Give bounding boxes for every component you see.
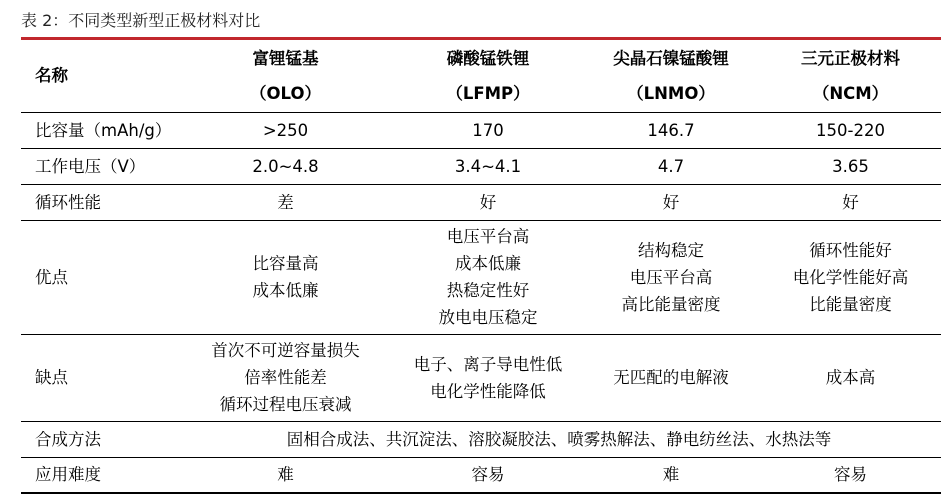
cell-value: 好 xyxy=(760,184,941,220)
cell-value: 3.4~4.1 xyxy=(394,148,582,184)
cell-line: 循环过程电压衰减 xyxy=(219,395,352,414)
header-col-ncm: 三元正极材料 xyxy=(801,48,900,68)
cell-value: 4.7 xyxy=(582,148,760,184)
cell-value: 好 xyxy=(394,184,582,220)
cell-line: 无匹配的电解液 xyxy=(613,368,729,387)
cell-value: 容易 xyxy=(760,457,941,493)
cell-disadvantages-lnmo xyxy=(582,334,760,421)
header-row-names xyxy=(21,40,941,76)
row-disadvantages xyxy=(21,334,941,421)
cell-line: 电化学性能降低 xyxy=(430,381,546,401)
row-voltage xyxy=(21,148,941,184)
cell-advantages-olo xyxy=(177,220,394,334)
cell-line: 结构稳定 xyxy=(638,240,704,260)
cell-line: 热稳定性好 xyxy=(446,281,530,300)
header-abbr-olo: （OLO） xyxy=(177,76,394,112)
row-label: 循环性能 xyxy=(21,184,177,220)
cathode-comparison-table xyxy=(21,40,941,494)
cell-line: 电压平台高 xyxy=(446,227,530,246)
cell-value: 170 xyxy=(394,112,582,148)
row-capacity xyxy=(21,112,941,148)
row-label: 合成方法 xyxy=(21,421,177,457)
cell-line: 成本低廉 xyxy=(252,281,319,300)
row-cycle xyxy=(21,184,941,220)
cell-value: 150-220 xyxy=(760,112,941,148)
cell-line: 电子、离子导电性低 xyxy=(413,354,563,374)
row-advantages xyxy=(21,220,941,334)
cell-value: 容易 xyxy=(394,457,582,493)
cell-disadvantages-olo xyxy=(177,334,394,421)
cell-value: 3.65 xyxy=(760,148,941,184)
cell-advantages-lnmo xyxy=(582,220,760,334)
header-col-lfmp: 磷酸锰铁锂 xyxy=(446,48,530,68)
cell-value: 差 xyxy=(177,184,394,220)
cell-value: >250 xyxy=(177,112,394,148)
row-label: 工作电压（V） xyxy=(21,148,177,184)
row-label: 缺点 xyxy=(21,334,177,421)
cell-disadvantages-ncm xyxy=(760,334,941,421)
cell-line: 比容量高 xyxy=(252,254,319,273)
row-difficulty xyxy=(21,457,941,493)
header-abbr-lnmo: （LNMO） xyxy=(582,76,760,112)
table-caption: 表 2：不同类型新型正极材料对比 xyxy=(21,11,261,30)
row-label: 应用难度 xyxy=(21,457,177,493)
header-col-olo: 富锂锰基 xyxy=(252,48,319,68)
cell-synthesis-methods: 固相合成法、共沉淀法、溶胶凝胶法、喷雾热解法、静电纺丝法、水热法等 xyxy=(177,421,941,457)
row-label: 比容量（mAh/g） xyxy=(21,112,177,148)
cell-line: 放电电压稳定 xyxy=(438,308,538,327)
header-abbr-ncm: （NCM） xyxy=(760,76,941,112)
header-name-label: 名称 xyxy=(21,40,177,112)
cell-line: 首次不可逆容量损失 xyxy=(211,341,360,360)
cell-value: 2.0~4.8 xyxy=(177,148,394,184)
cell-line: 电化学性能好高 xyxy=(792,267,909,287)
cell-line: 倍率性能差 xyxy=(244,368,327,387)
cell-value: 146.7 xyxy=(582,112,760,148)
cell-line: 成本低廉 xyxy=(455,254,521,273)
cell-value: 难 xyxy=(177,457,394,493)
row-label: 优点 xyxy=(21,220,177,334)
cell-disadvantages-lfmp xyxy=(394,334,582,421)
row-synthesis xyxy=(21,421,941,457)
cell-line: 比能量密度 xyxy=(809,294,892,314)
cell-line: 高比能量密度 xyxy=(621,294,721,314)
cell-line: 电压平台高 xyxy=(629,267,713,287)
cell-value: 好 xyxy=(582,184,760,220)
cell-advantages-ncm xyxy=(760,220,941,334)
header-col-lnmo: 尖晶石镍锰酸锂 xyxy=(613,48,729,68)
header-abbr-lfmp: （LFMP） xyxy=(394,76,582,112)
cell-value: 难 xyxy=(582,457,760,493)
cell-line: 循环性能好 xyxy=(809,240,892,260)
cell-advantages-lfmp xyxy=(394,220,582,334)
cell-line: 成本高 xyxy=(825,368,876,387)
